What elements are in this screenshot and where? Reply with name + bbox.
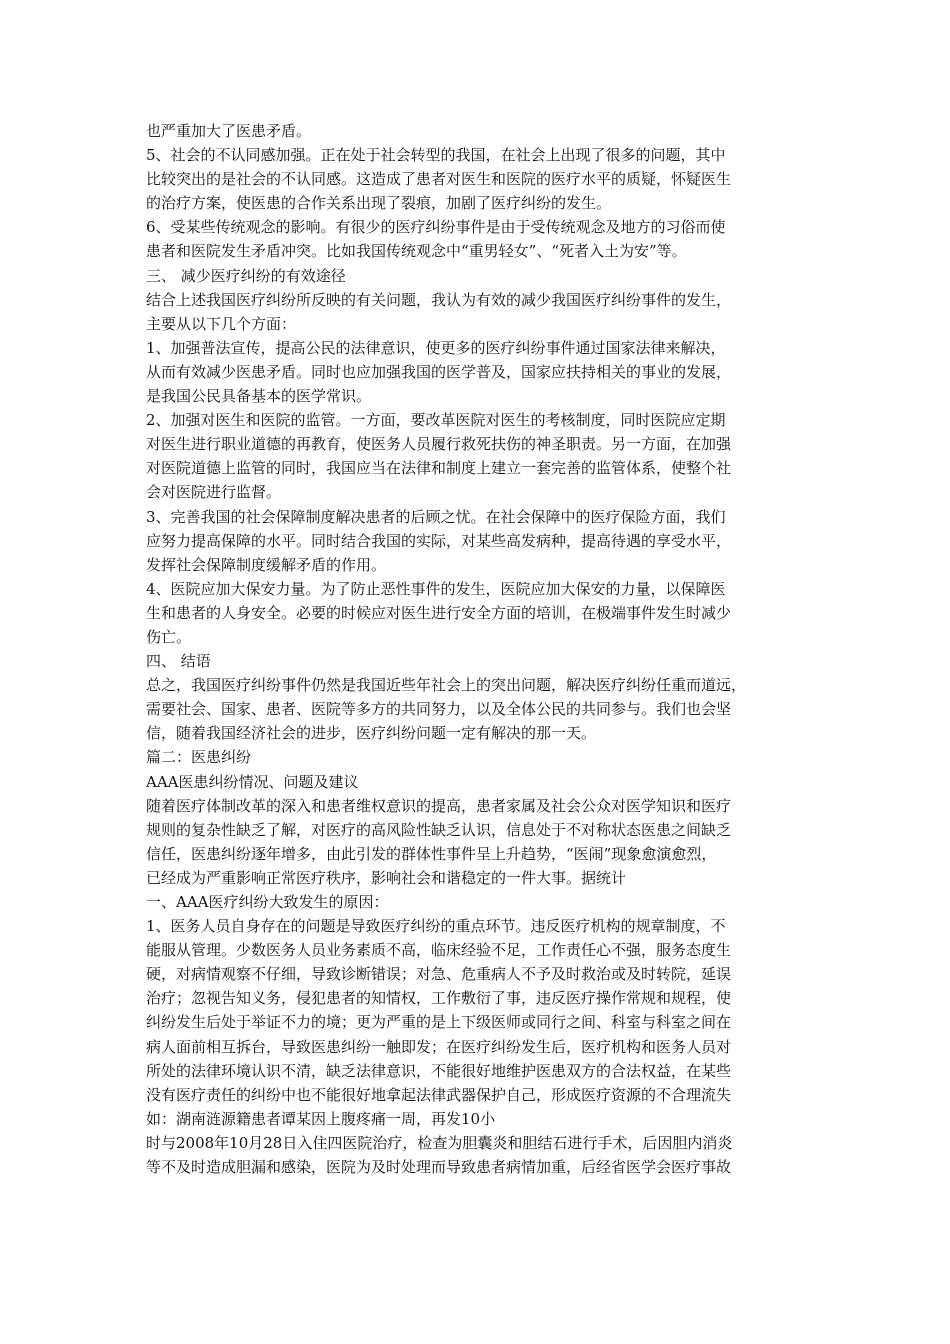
text-line: 5、社会的不认同感加强。正在处于社会转型的我国，在社会上出现了很多的问题，其中 bbox=[146, 146, 726, 165]
text-line: 2、加强对医生和医院的监管。一方面，要改革医院对医生的考核制度，同时医院应定期 bbox=[146, 411, 726, 430]
text-line: 时与2008年10月28日入住四医院治疗，检查为胆囊炎和胆结石进行手术，后因胆内消炎 bbox=[146, 1133, 733, 1152]
text-line: 3、完善我国的社会保障制度解决患者的后顾之忧。在社会保障中的医疗保险方面，我们 bbox=[146, 507, 726, 526]
text-line: 应努力提高保障的水平。同时结合我国的实际，对某些高发病种，提高待遇的享受水平， bbox=[146, 531, 732, 550]
text-line: 如：湖南涟源籍患者谭某因上腹疼痛一周，再发10小 bbox=[146, 1109, 496, 1128]
text-line: 信，随着我国经济社会的进步，医疗纠纷问题一定有解决的那一天。 bbox=[146, 724, 597, 743]
text-line: 结合上述我国医疗纠纷所反映的有关问题，我认为有效的减少我国医疗纠纷事件的发生， bbox=[146, 290, 732, 309]
text-line: 信任，医患纠纷逐年增多，由此引发的群体性事件呈上升趋势，“医闹”现象愈演愈烈， bbox=[146, 844, 717, 863]
text-line: 会对医院进行监督。 bbox=[146, 483, 282, 502]
text-line: 1、加强普法宣传，提高公民的法律意识，使更多的医疗纠纷事件通过国家法律来解决， bbox=[146, 338, 726, 357]
text-line: 已经成为严重影响正常医疗秩序，影响社会和谐稳定的一件大事。据统计 bbox=[146, 868, 627, 887]
text-line: 能服从管理。少数医务人员业务素质不高，临床经验不足，工作责任心不强，服务态度生 bbox=[146, 941, 732, 960]
text-line: 的治疗方案，使医患的合作关系出现了裂痕，加剧了医疗纠纷的发生。 bbox=[146, 194, 612, 213]
text-line: 也严重加大了医患矛盾。 bbox=[146, 122, 312, 140]
text-line: 规则的复杂性缺乏了解，对医疗的高风险性缺乏认识，信息处于不对称状态医患之间缺乏 bbox=[146, 820, 732, 839]
text-line: 所处的法律环境认识不清，缺乏法律意识，不能很好地维护医患双方的合法权益，在某些 bbox=[146, 1061, 732, 1080]
text-line: 1、医务人员自身存在的问题是导致医疗纠纷的重点环节。违反医疗机构的规章制度，不 bbox=[146, 917, 726, 936]
text-line: 硬，对病情观察不仔细，导致诊断错误；对急、危重病人不予及时救治或及时转院，延误 bbox=[146, 965, 732, 984]
text-line: 治疗；忽视告知义务，侵犯患者的知情权，工作敷衍了事，违反医疗操作常规和规程，使 bbox=[146, 989, 732, 1008]
text-line: 总之，我国医疗纠纷事件仍然是我国近些年社会上的突出问题，解决医疗纠纷任重而道远， bbox=[146, 676, 747, 695]
text-line: 患者和医院发生矛盾冲突。比如我国传统观念中“重男轻女”、“死者入土为安”等。 bbox=[146, 242, 687, 261]
text-line: 纠纷发生后处于举证不力的境；更为严重的是上下级医师或同行之间、科室与科室之间在 bbox=[146, 1013, 732, 1032]
text-line: 是我国公民具备基本的医学常识。 bbox=[146, 387, 372, 406]
text-line: 对医院道德上监管的同时，我国应当在法律和制度上建立一套完善的监管体系，使整个社 bbox=[146, 459, 732, 478]
text-line: 四、 结语 bbox=[146, 652, 211, 671]
text-line: 6、受某些传统观念的影响。有很少的医疗纠纷事件是由于受传统观念及地方的习俗而使 bbox=[146, 218, 726, 237]
text-line: AAA医患纠纷情况、问题及建议 bbox=[146, 772, 359, 791]
text-line: 比较突出的是社会的不认同感。这造成了患者对医生和医院的医疗水平的质疑，怀疑医生 bbox=[146, 170, 732, 189]
text-line: 对医生进行职业道德的再教育，使医务人员履行救死扶伤的神圣职责。另一方面，在加强 bbox=[146, 435, 732, 454]
text-line: 4、医院应加大保安力量。为了防止恶性事件的发生，医院应加大保安的力量，以保障医 bbox=[146, 579, 726, 598]
text-line: 从而有效减少医患矛盾。同时也应加强我国的医学普及，国家应扶持相关的事业的发展， bbox=[146, 362, 732, 381]
text-line: 没有医疗责任的纠纷中也不能很好地拿起法律武器保护自己，形成医疗资源的不合理流失 bbox=[146, 1085, 732, 1104]
text-line: 病人面前相互拆台，导致医患纠纷一触即发；在医疗纠纷发生后，医疗机构和医务人员对 bbox=[146, 1037, 732, 1056]
text-line: 主要从以下几个方面： bbox=[146, 314, 297, 333]
text-line: 伤亡。 bbox=[146, 627, 192, 646]
text-line: 随着医疗体制改革的深入和患者维权意识的提高，患者家属及社会公众对医学知识和医疗 bbox=[146, 796, 732, 815]
text-line: 生和患者的人身安全。必要的时候应对医生进行安全方面的培训，在极端事件发生时减少 bbox=[146, 603, 732, 622]
text-line: 等不及时造成胆漏和感染，医院为及时处理而导致患者病情加重，后经省医学会医疗事故 bbox=[146, 1158, 732, 1177]
text-line: 一、AAA医疗纠纷大致发生的原因： bbox=[146, 893, 389, 911]
text-line: 篇二：医患纠纷 bbox=[146, 748, 252, 767]
document-body bbox=[146, 119, 826, 1179]
text-line: 需要社会、国家、患者、医院等多方的共同努力，以及全体公民的共同参与。我们也会坚 bbox=[146, 700, 732, 719]
text-line: 三、 减少医疗纠纷的有效途径 bbox=[146, 266, 346, 285]
text-line: 发挥社会保障制度缓解矛盾的作用。 bbox=[146, 555, 387, 574]
